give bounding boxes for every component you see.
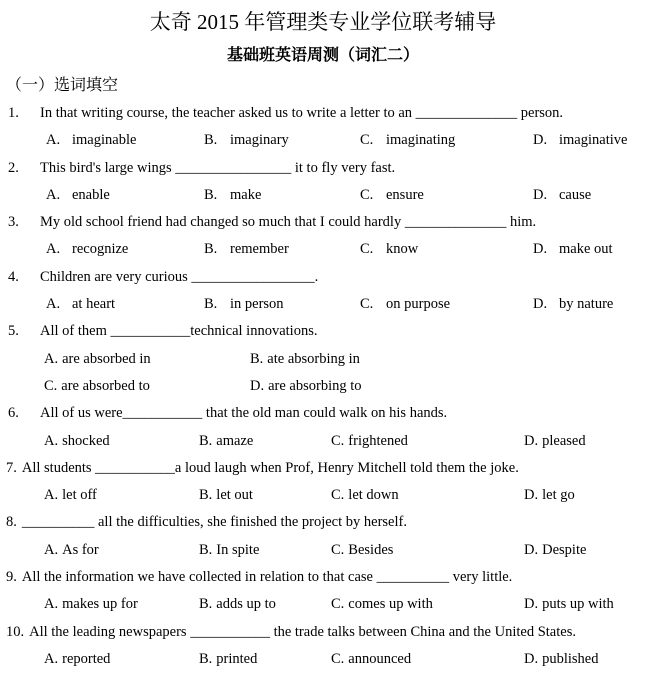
option-d bbox=[533, 127, 627, 154]
question-list bbox=[0, 100, 646, 673]
option-d-label: D. bbox=[524, 596, 539, 613]
option-d-text: by nature bbox=[559, 296, 614, 313]
option-b bbox=[199, 482, 253, 509]
question-4-text: Children are very curious _________________. bbox=[40, 268, 319, 285]
question-5-stem bbox=[0, 318, 646, 345]
question-1-number: 1. bbox=[8, 105, 19, 121]
question-9-stem bbox=[0, 564, 646, 591]
option-d-text: Despite bbox=[542, 541, 587, 558]
option-d-text: cause bbox=[559, 186, 592, 203]
option-c-label: C. bbox=[331, 432, 345, 449]
option-a bbox=[46, 236, 128, 263]
option-b bbox=[204, 291, 284, 318]
option-d-label: D. bbox=[524, 487, 539, 504]
option-a-text: reported bbox=[62, 650, 111, 667]
option-d bbox=[533, 182, 591, 209]
option-d-label: D. bbox=[524, 650, 539, 667]
option-a-label: A. bbox=[44, 541, 59, 558]
option-a-label: A. bbox=[44, 650, 59, 667]
option-c bbox=[44, 373, 150, 400]
option-b bbox=[199, 428, 253, 455]
option-c bbox=[331, 646, 411, 673]
option-a-text: makes up for bbox=[62, 596, 138, 613]
question-4-stem bbox=[0, 264, 646, 291]
option-d bbox=[533, 291, 613, 318]
option-c-label: C. bbox=[360, 296, 374, 313]
question-4-options bbox=[0, 291, 646, 318]
option-b bbox=[199, 537, 259, 564]
option-a-label: A. bbox=[44, 596, 59, 613]
option-d bbox=[524, 482, 575, 509]
option-c bbox=[331, 591, 433, 618]
question-6-number: 6. bbox=[8, 405, 19, 422]
option-b-text: in person bbox=[230, 296, 284, 313]
option-c-text: on purpose bbox=[386, 296, 451, 313]
option-d bbox=[524, 646, 599, 673]
question-9-number: 9. bbox=[6, 569, 17, 586]
question-5-number: 5. bbox=[8, 323, 19, 340]
option-a-text: let off bbox=[62, 487, 97, 504]
option-c-text: let down bbox=[348, 487, 399, 504]
option-b-label: B. bbox=[199, 432, 213, 449]
option-d-label: D. bbox=[533, 241, 548, 258]
option-c bbox=[331, 482, 399, 509]
option-d-label: D. bbox=[533, 132, 548, 149]
option-d-text: are absorbing to bbox=[268, 377, 362, 394]
option-c-label: C. bbox=[331, 596, 345, 613]
question-1-stem bbox=[0, 100, 646, 127]
question-7-stem bbox=[0, 455, 646, 482]
option-b-text: amaze bbox=[216, 432, 254, 449]
question-6-text: All of us were___________ that the old man could walk on his hands. bbox=[40, 405, 448, 422]
question-10-text: All the leading newspapers ___________ the trade talks between China and the United States. bbox=[29, 623, 576, 640]
option-d-label: D. bbox=[533, 186, 548, 203]
option-c-label: C. bbox=[360, 186, 374, 203]
question-6-stem bbox=[0, 400, 646, 427]
option-a-text: at heart bbox=[72, 296, 116, 313]
question-10-options bbox=[0, 646, 646, 673]
option-b bbox=[204, 182, 261, 209]
option-c bbox=[331, 428, 408, 455]
option-c-label: C. bbox=[331, 487, 345, 504]
option-c-label: C. bbox=[44, 377, 58, 394]
option-a-label: A. bbox=[46, 296, 61, 313]
option-a-label: A. bbox=[46, 132, 61, 149]
question-9-text: All the information we have collected in relation to that case __________ very little. bbox=[21, 569, 513, 586]
option-b bbox=[199, 591, 276, 618]
option-b-text: In spite bbox=[216, 541, 260, 558]
question-5-options-row-2 bbox=[0, 373, 646, 400]
option-a-label: A. bbox=[44, 350, 59, 367]
question-5-text: All of them ___________technical innovations. bbox=[40, 323, 318, 340]
question-2-text: This bird's large wings ________________ it to fly very fast. bbox=[40, 159, 396, 176]
option-c-label: C. bbox=[360, 241, 374, 258]
option-b-label: B. bbox=[204, 132, 218, 149]
option-b bbox=[199, 646, 257, 673]
option-a-label: A. bbox=[46, 186, 61, 203]
option-a-text: are absorbed in bbox=[62, 350, 151, 367]
option-d bbox=[524, 537, 586, 564]
question-3-number: 3. bbox=[8, 214, 19, 231]
option-a-text: imaginable bbox=[72, 132, 137, 149]
option-d-text: puts up with bbox=[542, 596, 614, 613]
option-d-label: D. bbox=[524, 541, 539, 558]
question-2-number: 2. bbox=[8, 159, 19, 176]
option-a-label: A. bbox=[44, 487, 59, 504]
question-1-text: In that writing course, the teacher asked us to write a letter to an ______________ person. bbox=[40, 105, 564, 121]
option-c bbox=[360, 127, 455, 154]
option-a bbox=[44, 346, 151, 373]
option-d bbox=[533, 236, 613, 263]
option-b-text: let out bbox=[216, 487, 253, 504]
option-a bbox=[46, 182, 110, 209]
option-c-text: comes up with bbox=[348, 596, 433, 613]
option-a-text: enable bbox=[72, 186, 110, 203]
option-c bbox=[360, 182, 424, 209]
question-3-stem bbox=[0, 209, 646, 236]
question-9-options bbox=[0, 591, 646, 618]
option-d-text: pleased bbox=[542, 432, 586, 449]
question-6-options bbox=[0, 428, 646, 455]
option-a bbox=[46, 291, 115, 318]
option-b bbox=[250, 346, 360, 373]
option-c bbox=[360, 291, 450, 318]
option-c-text: announced bbox=[348, 650, 412, 667]
option-c-label: C. bbox=[360, 132, 374, 149]
question-10-stem bbox=[0, 619, 646, 646]
option-b-text: adds up to bbox=[216, 596, 276, 613]
option-b-label: B. bbox=[250, 350, 264, 367]
option-c bbox=[331, 537, 393, 564]
question-1-options bbox=[0, 127, 646, 154]
option-b-text: printed bbox=[216, 650, 258, 667]
option-a bbox=[44, 537, 99, 564]
question-2-options bbox=[0, 182, 646, 209]
option-c-text: imaginating bbox=[386, 132, 456, 149]
option-d-label: D. bbox=[533, 296, 548, 313]
option-d bbox=[250, 373, 362, 400]
option-c-text: frightened bbox=[348, 432, 408, 449]
question-7-options bbox=[0, 482, 646, 509]
option-d bbox=[524, 591, 614, 618]
question-8-text: __________ all the difficulties, she finished the project by herself. bbox=[21, 514, 407, 531]
option-d-label: D. bbox=[524, 432, 539, 449]
document-title: 太奇 2015 年管理类专业学位联考辅导 bbox=[149, 10, 497, 34]
option-c bbox=[360, 236, 418, 263]
question-2-stem bbox=[0, 155, 646, 182]
question-10-number: 10. bbox=[6, 623, 25, 640]
option-a-label: A. bbox=[46, 241, 61, 258]
question-4-number: 4. bbox=[8, 268, 19, 285]
option-a bbox=[44, 428, 110, 455]
question-8-number: 8. bbox=[6, 514, 17, 531]
option-a bbox=[44, 591, 138, 618]
option-c-label: C. bbox=[331, 541, 345, 558]
question-3-options bbox=[0, 236, 646, 263]
question-5-options-row-1 bbox=[0, 346, 646, 373]
option-a-text: As for bbox=[62, 541, 99, 558]
option-b bbox=[204, 127, 289, 154]
option-c-text: are absorbed to bbox=[61, 377, 150, 394]
question-8-stem bbox=[0, 509, 646, 536]
option-b-text: make bbox=[230, 186, 262, 203]
option-a bbox=[44, 482, 97, 509]
section-heading: （一）选词填空 bbox=[6, 77, 119, 94]
option-b-label: B. bbox=[199, 541, 213, 558]
option-d-text: published bbox=[542, 650, 599, 667]
option-b-label: B. bbox=[199, 487, 213, 504]
option-b-text: remember bbox=[230, 241, 289, 258]
option-a bbox=[44, 646, 110, 673]
option-b-label: B. bbox=[204, 241, 218, 258]
option-b-text: ate absorbing in bbox=[267, 350, 360, 367]
option-a-text: recognize bbox=[72, 241, 129, 258]
option-d-text: imaginative bbox=[559, 132, 628, 149]
option-d-text: make out bbox=[559, 241, 613, 258]
question-8-options bbox=[0, 537, 646, 564]
option-b-label: B. bbox=[199, 650, 213, 667]
option-d bbox=[524, 428, 586, 455]
question-3-text: My old school friend had changed so much that I could hardly ______________ him. bbox=[40, 214, 537, 231]
option-b-text: imaginary bbox=[230, 132, 289, 149]
question-7-text: All students ___________a loud laugh when Prof, Henry Mitchell told them the joke. bbox=[21, 459, 519, 476]
option-c-label: C. bbox=[331, 650, 345, 667]
option-c-text: ensure bbox=[386, 186, 424, 203]
option-b-label: B. bbox=[204, 186, 218, 203]
option-c-text: Besides bbox=[348, 541, 394, 558]
option-a-label: A. bbox=[44, 432, 59, 449]
option-d-text: let go bbox=[542, 487, 575, 504]
document-subtitle: 基础班英语周测（词汇二） bbox=[226, 47, 419, 64]
option-a bbox=[46, 127, 136, 154]
option-b bbox=[204, 236, 289, 263]
option-a-text: shocked bbox=[62, 432, 110, 449]
option-b-label: B. bbox=[204, 296, 218, 313]
option-d-label: D. bbox=[250, 377, 265, 394]
question-7-number: 7. bbox=[6, 459, 17, 476]
option-b-label: B. bbox=[199, 596, 213, 613]
option-c-text: know bbox=[386, 241, 419, 258]
